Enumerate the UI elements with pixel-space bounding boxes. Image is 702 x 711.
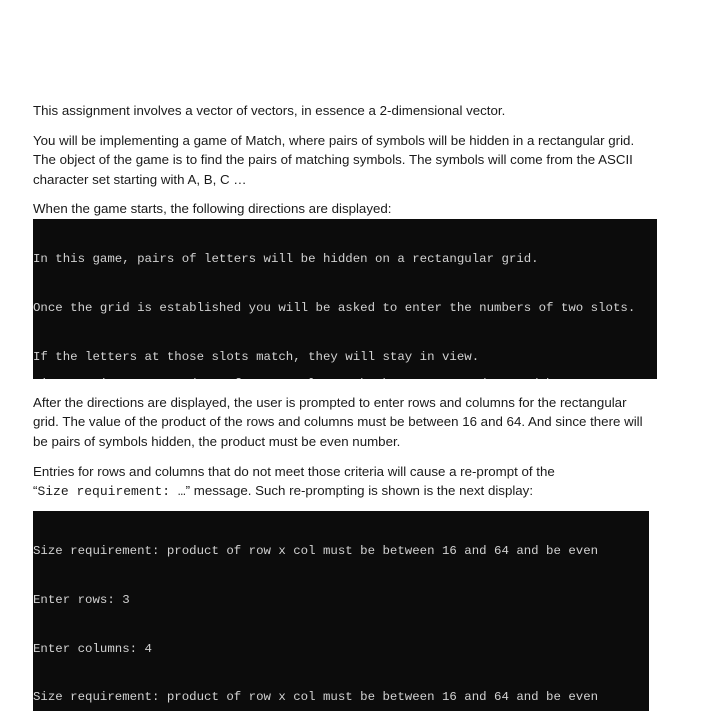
intro-paragraph xyxy=(33,101,663,120)
console-line: Enter rows: 3 xyxy=(33,593,130,607)
console-line: Size requirement: product of row x col must be between 16 and 64 and be even xyxy=(33,690,599,705)
console-line: Once the grid is established you will be asked to enter the numbers of two slots. xyxy=(33,301,636,315)
console-directions xyxy=(33,219,657,379)
directions-intro-text: When the game starts, the following directions are displayed: xyxy=(33,201,392,216)
prompt-explanation-line-3: be pairs of symbols hidden, the product must be even number. xyxy=(33,433,401,449)
console-reprompt-example xyxy=(33,511,649,711)
reprompt-open-quote: “ xyxy=(33,483,38,499)
game-description-line-2: The object of the game is to find the pairs of matching symbols. The symbols will come from the ASCII xyxy=(33,152,633,168)
prompt-explanation-paragraph xyxy=(33,393,663,451)
prompt-explanation-line-2: grid. The value of the product of the rows and columns must be between 16 and 64. And since there will xyxy=(33,414,643,430)
intro-text: This assignment involves a vector of vectors, in essence a 2-dimensional vector. xyxy=(33,103,506,118)
console-line xyxy=(33,376,598,379)
game-description-paragraph xyxy=(33,131,663,189)
console-line: Enter columns: 4 xyxy=(33,641,152,656)
game-description-line-3: character set starting with A, B, C … xyxy=(33,171,247,187)
prompt-explanation-line-1: After the directions are displayed, the user is prompted to enter rows and columns for the rectangular xyxy=(33,395,627,410)
console-line: Size requirement: product of row x col must be between 16 and 64 and be even xyxy=(33,544,599,559)
console-prompt-block xyxy=(33,344,598,379)
console-line: If the letters at those slots match, they will stay in view. xyxy=(33,349,480,364)
game-description-line-1: You will be implementing a game of Match, where pairs of symbols will be hidden in a rectangular grid. xyxy=(33,133,635,148)
reprompt-paragraph xyxy=(33,462,663,502)
reprompt-line-1: Entries for rows and columns that do not meet those criteria will cause a re-prompt of the xyxy=(33,464,555,479)
reprompt-code-snippet: Size requirement: … xyxy=(37,484,186,500)
reprompt-line-2-tail: ” message. Such re-prompting is shown is the next display: xyxy=(185,483,534,499)
console-line: In this game, pairs of letters will be hidden on a rectangular grid. xyxy=(33,252,539,267)
directions-intro-paragraph xyxy=(33,199,663,218)
